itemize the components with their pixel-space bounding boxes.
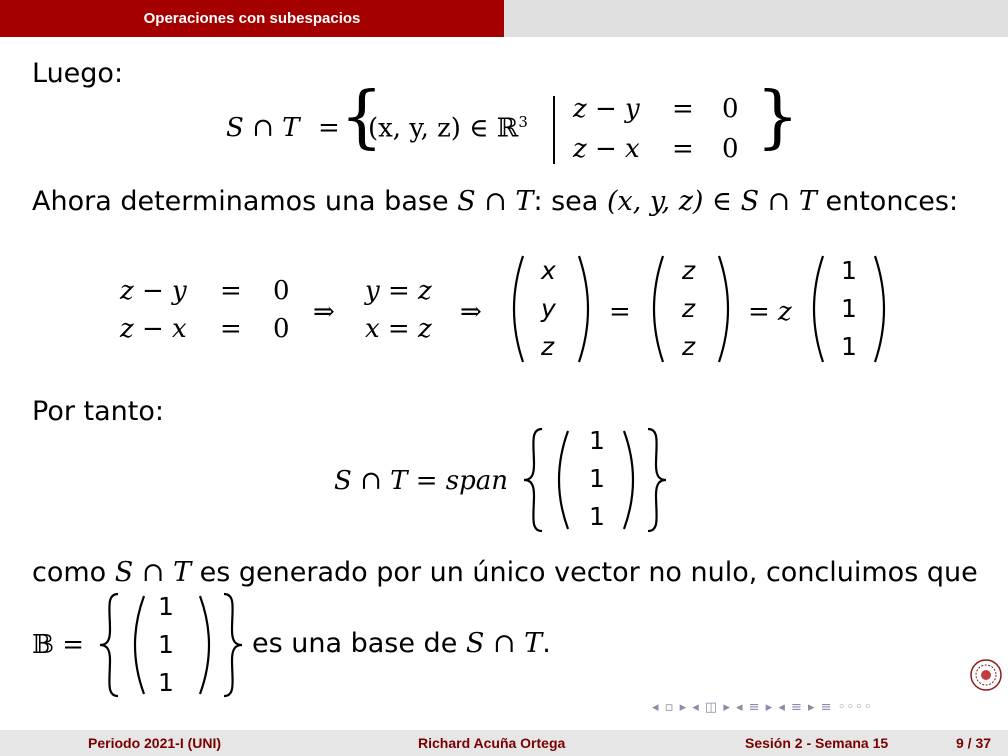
footer-period: Periodo 2021-I (UNI) — [88, 735, 222, 751]
system-eq1-eq: = — [220, 276, 242, 306]
text-ahora-suffix: entonces: — [816, 186, 959, 217]
footer-page-number: 9 / 37 — [956, 735, 992, 751]
math-xyz-in-inline: (x, y, z) ∈ S ∩ T — [606, 186, 817, 217]
condition-2-right: 0 — [722, 134, 739, 164]
system-eq2-right: 0 — [273, 314, 290, 344]
basis-vector-3: 1 — [158, 668, 174, 697]
equals-z: = z — [748, 297, 792, 327]
slide-section-title: Operaciones con subespacios — [143, 10, 361, 27]
set-element — [368, 113, 528, 144]
vector-zzz-3: z — [682, 332, 696, 361]
system-eq1-left: z − y — [120, 276, 187, 306]
vector-zzz-2: z — [682, 294, 696, 323]
text-como-suffix: es generado por un único vector no nulo, concluimos que — [191, 557, 978, 588]
vector-xyz-1: x — [541, 256, 556, 285]
set-element-text: (x, y, z) ∈ ℝ — [368, 113, 519, 144]
system-eq2-left: z − x — [120, 314, 187, 344]
vector-zzz-1: z — [682, 256, 696, 285]
beamer-navigation-icons[interactable]: ◂ ▫ ▸ ◂ ◫ ▸ ◂ ≡ ▸ ◂ ≡ ▸ ≡ ◦◦◦◦ — [652, 700, 873, 715]
vector-ones-2: 1 — [841, 294, 857, 323]
university-seal-icon — [970, 659, 1002, 691]
vector-xyz-2: y — [541, 294, 556, 323]
y-equals-z: y = z — [365, 276, 432, 306]
set-separator-bar — [553, 96, 555, 164]
set-lhs: S ∩ T — [226, 113, 300, 143]
text-base-de — [252, 628, 551, 659]
exponent-3: 3 — [518, 113, 528, 131]
system-eq2-eq: = — [220, 314, 242, 344]
implies-arrow-2: ⇒ — [460, 297, 482, 327]
text-como-prefix: como — [32, 557, 115, 588]
condition-2-left: z − x — [573, 134, 640, 164]
span-vector-2: 1 — [589, 464, 605, 493]
footer-session: Sesión 2 - Semana 15 — [745, 735, 889, 751]
condition-1-eq: = — [672, 94, 694, 124]
text-luego: Luego: — [32, 58, 124, 89]
vector-xyz-3: z — [541, 332, 555, 361]
text-ahora — [32, 186, 958, 217]
condition-1-left: z − y — [573, 94, 640, 124]
math-S-cap-T-inline-3: S ∩ T — [465, 628, 543, 659]
span-vector-1: 1 — [589, 426, 605, 455]
text-por-tanto: Por tanto: — [32, 396, 164, 427]
math-S-cap-T-inline: S ∩ T — [457, 186, 534, 217]
footer-author: Richard Acuña Ortega — [418, 735, 566, 751]
text-como — [32, 557, 978, 588]
system-eq1-right: 0 — [273, 276, 290, 306]
equals-sign-2: = — [609, 297, 631, 327]
right-brace: } — [756, 78, 800, 157]
math-S-cap-T-inline-2: S ∩ T — [114, 557, 192, 588]
equals-sign: = — [318, 113, 340, 143]
vector-ones-1: 1 — [841, 256, 857, 285]
implies-arrow-1: ⇒ — [313, 297, 335, 327]
text-ahora-prefix: Ahora determinamos una base — [32, 186, 458, 217]
left-brace: { — [340, 78, 384, 157]
text-period: . — [542, 628, 551, 659]
text-ahora-mid: : sea — [533, 186, 607, 217]
basis-vector-2: 1 — [158, 630, 174, 659]
span-vector-3: 1 — [589, 502, 605, 531]
header-bar-right — [504, 0, 1008, 37]
condition-1-right: 0 — [722, 94, 739, 124]
basis-vector-1: 1 — [158, 592, 174, 621]
condition-2-eq: = — [672, 134, 694, 164]
span-label: S ∩ T = span — [334, 466, 509, 496]
vector-ones-3: 1 — [841, 332, 857, 361]
x-equals-z: x = z — [365, 314, 432, 344]
text-base-prefix: es una base de — [252, 628, 466, 659]
basis-label: 𝔹 = — [32, 630, 85, 660]
